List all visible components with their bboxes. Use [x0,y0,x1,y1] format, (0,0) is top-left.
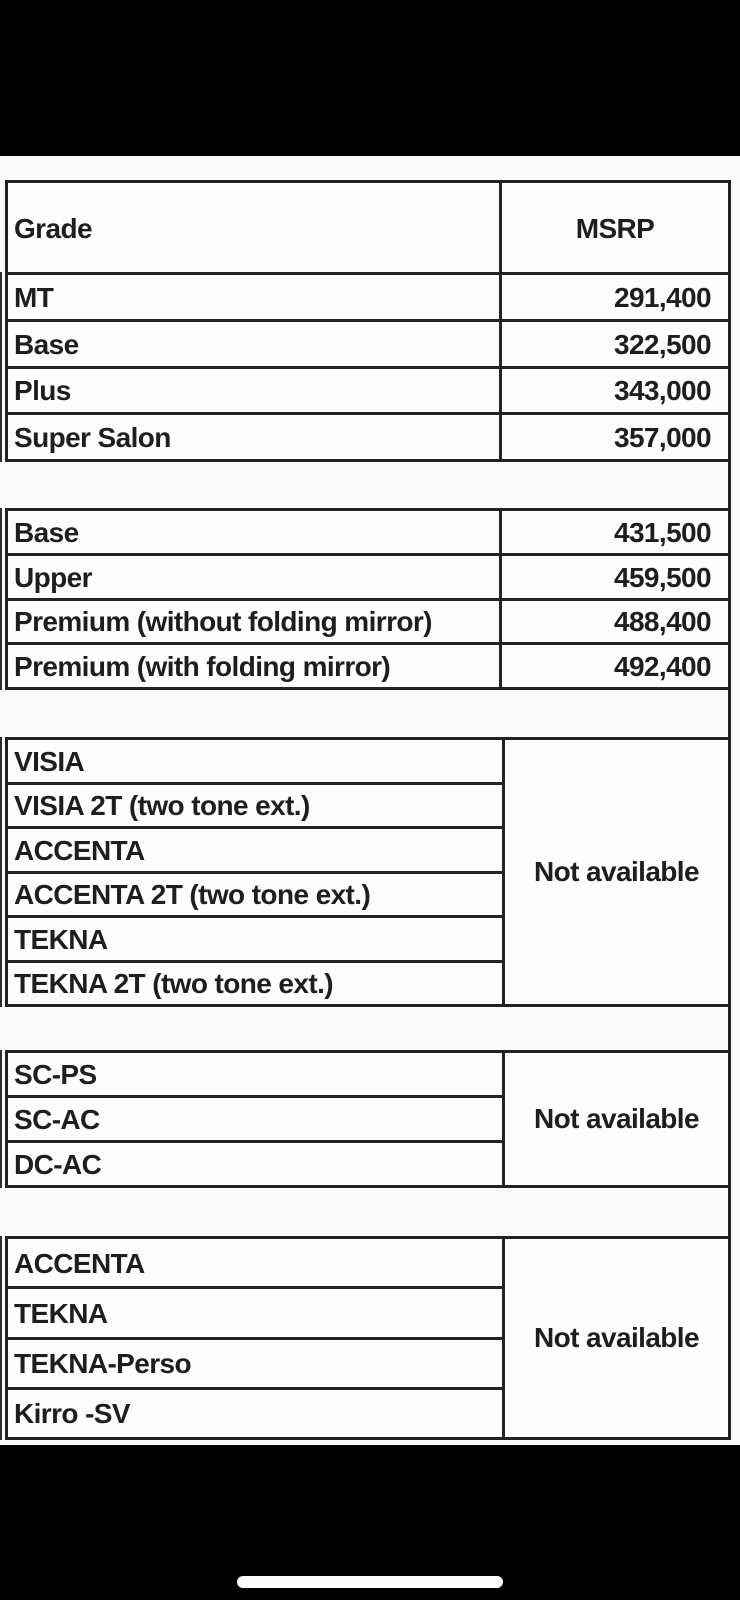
table-row [8,275,728,322]
grade-cell: ACCENTA [8,829,502,874]
msrp-cell: 343,000 [613,375,711,407]
grade-cell: VISIA [8,740,502,785]
grade-cell: ACCENTA [8,1239,502,1289]
msrp-cell: 322,500 [613,328,711,360]
grade-cell: ACCENTA 2T (two tone ext.) [8,874,502,919]
msrp-cell: 357,000 [613,422,711,454]
table-row [8,415,728,459]
not-available-cell: Not available [534,1322,699,1353]
pricing-section-2 [5,508,731,690]
grade-cell: TEKNA [8,918,502,963]
table-row [8,601,728,646]
grade-cell: Upper [8,556,502,598]
table-row [8,645,728,687]
bottom-letterbox [0,1445,740,1600]
grade-cell: Base [8,322,502,366]
pricing-section-5 [5,1236,731,1440]
grade-list [8,1053,505,1185]
grade-cell: TEKNA 2T (two tone ext.) [14,968,334,1000]
section-gap [5,1007,731,1050]
msrp-cell: 431,500 [613,516,711,548]
grade-cell: VISIA 2T (two tone ext.) [8,785,502,830]
msrp-cell: 291,400 [613,281,711,313]
msrp-column-header: MSRP [575,212,655,244]
section-gap [5,690,731,737]
grade-cell: Premium (with folding mirror) [8,645,502,687]
msrp-cell: 459,500 [613,561,711,593]
grade-list [8,740,505,1004]
table-row [8,322,728,369]
table-row [8,556,728,601]
spreadsheet-image [0,156,740,1445]
msrp-cell: 492,400 [613,651,711,683]
msrp-cell: 488,400 [613,606,711,638]
grade-cell: Plus [8,369,502,413]
grade-cell: Premium (without folding mirror) [8,601,502,643]
not-available-cell: Not available [534,1103,699,1134]
table-row [8,511,728,556]
grade-list [8,1239,505,1437]
grade-cell: Kirro -SV [14,1398,130,1430]
grade-cell: MT [8,275,502,319]
home-indicator[interactable] [237,1576,503,1588]
table-header-row [8,183,728,275]
grade-msrp-table [5,180,731,1440]
grade-column-header: Grade [8,183,502,272]
top-letterbox [0,0,740,156]
table-row [8,369,728,416]
grade-cell: Base [8,511,502,553]
grade-cell: SC-AC [8,1098,502,1143]
section-gap [5,1188,731,1236]
grade-cell: Super Salon [8,415,502,459]
pricing-section-4 [5,1050,731,1188]
pricing-section-1 [5,180,731,462]
grade-cell: TEKNA-Perso [8,1340,502,1390]
grade-cell: SC-PS [8,1053,502,1098]
pricing-section-3 [5,737,731,1007]
grade-cell: TEKNA [8,1289,502,1339]
grade-cell: DC-AC [14,1149,102,1180]
section-gap [5,462,731,508]
not-available-cell: Not available [534,856,699,887]
